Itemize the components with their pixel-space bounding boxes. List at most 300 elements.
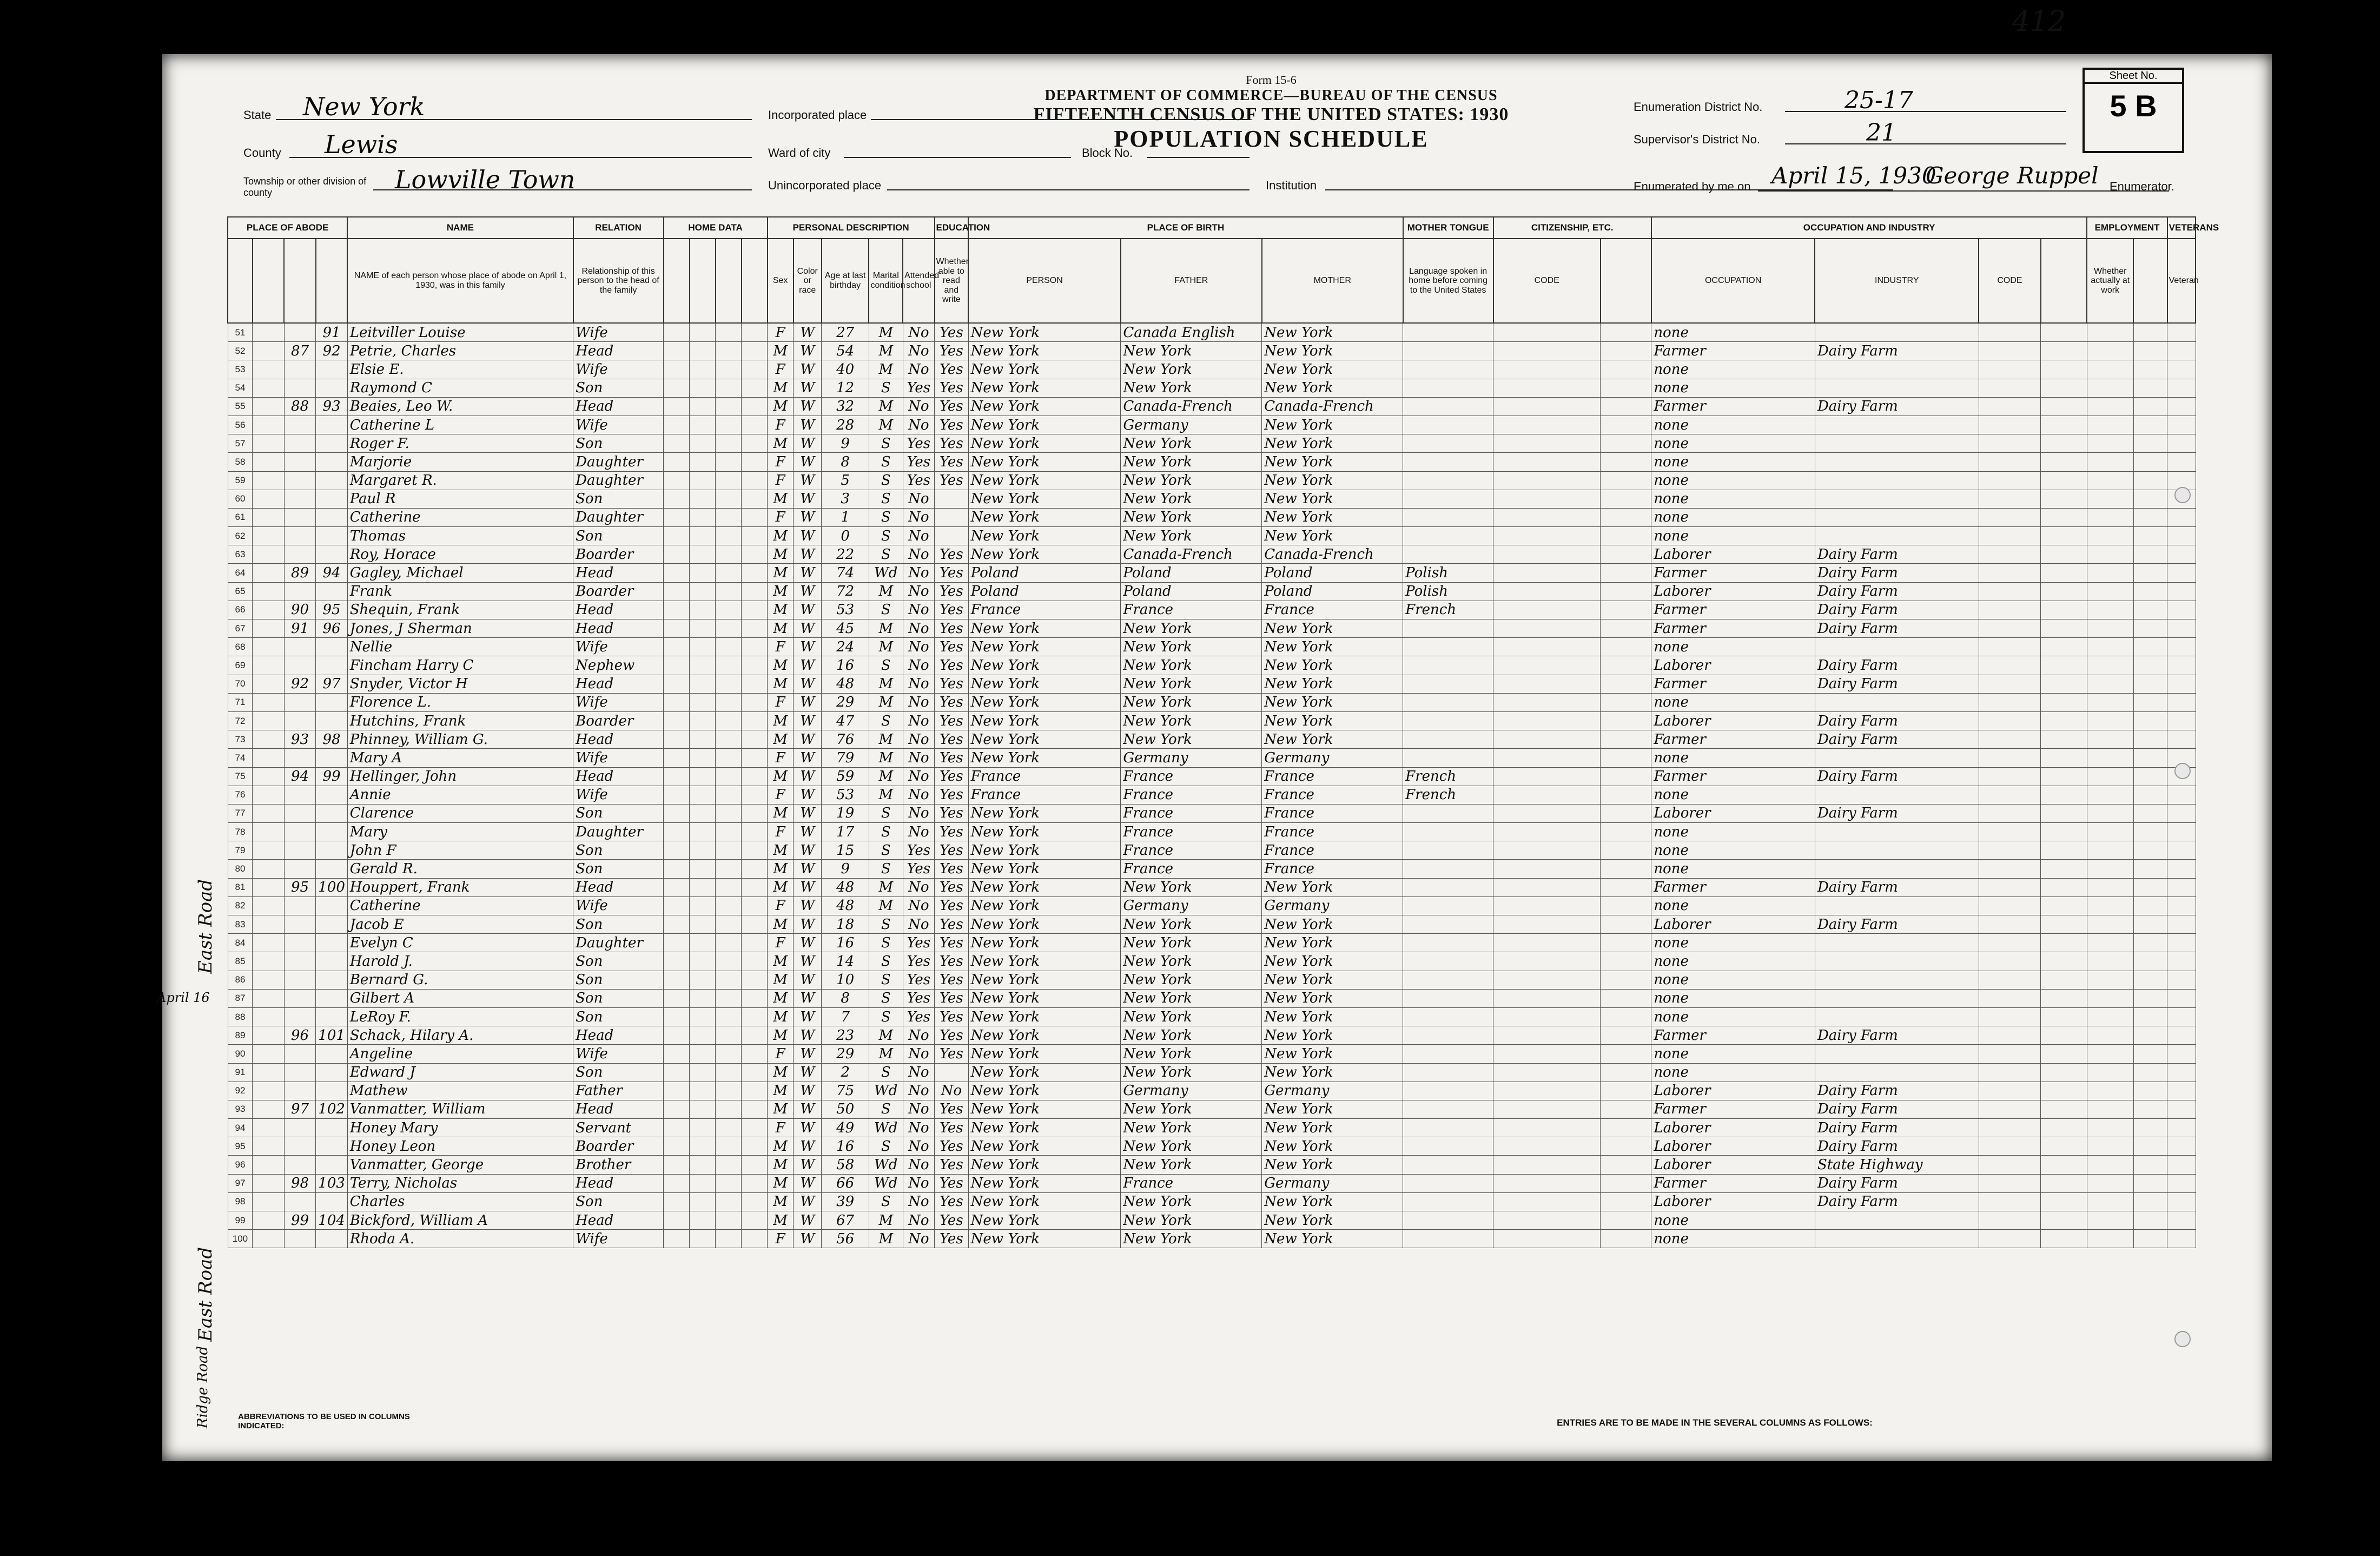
mother-tongue-cell bbox=[1403, 1192, 1493, 1211]
line-number-cell: 89 bbox=[228, 1026, 253, 1045]
birth-father-cell: New York bbox=[1121, 934, 1262, 952]
relation-cell: Wife bbox=[573, 638, 664, 656]
table-row bbox=[228, 619, 2196, 638]
table-row bbox=[228, 1082, 2196, 1100]
read-write-cell: Yes bbox=[935, 545, 969, 564]
home-2-cell bbox=[690, 1026, 716, 1045]
read-write-cell: Yes bbox=[935, 360, 969, 379]
sex-cell: M bbox=[768, 434, 794, 453]
marital-cell: M bbox=[869, 342, 903, 360]
read-write-cell: Yes bbox=[935, 860, 969, 878]
street-cell bbox=[253, 360, 284, 379]
read-write-cell: Yes bbox=[935, 601, 969, 619]
age-cell: 10 bbox=[822, 971, 869, 989]
home-1-cell bbox=[664, 434, 690, 453]
read-write-cell: Yes bbox=[935, 1137, 969, 1156]
person-name-cell: Marjorie bbox=[347, 453, 573, 471]
dwelling-number-cell bbox=[284, 1007, 315, 1026]
school-cell: No bbox=[903, 1192, 934, 1211]
class-of-worker-cell bbox=[2041, 1119, 2087, 1137]
person-name-cell: Leitviller Louise bbox=[347, 323, 573, 342]
line-number-cell: 60 bbox=[228, 490, 253, 508]
veteran-cell bbox=[2167, 1174, 2196, 1192]
occupation-cell: none bbox=[1651, 416, 1815, 434]
relation-cell: Son bbox=[573, 804, 664, 822]
school-cell: No bbox=[903, 1230, 934, 1248]
home-1-cell bbox=[664, 934, 690, 952]
home-1-cell bbox=[664, 342, 690, 360]
industry-cell bbox=[1815, 841, 1979, 860]
person-name-cell: Nellie bbox=[347, 638, 573, 656]
relation-cell: Head bbox=[573, 564, 664, 582]
marital-cell: S bbox=[869, 711, 903, 730]
veteran-cell bbox=[2167, 656, 2196, 675]
unemployed-cell bbox=[2133, 1100, 2167, 1118]
line-number-cell: 51 bbox=[228, 323, 253, 342]
marital-cell: Wd bbox=[869, 1156, 903, 1174]
citizenship-cell bbox=[1601, 434, 1651, 453]
birth-code-cell bbox=[1493, 416, 1601, 434]
family-number-cell bbox=[316, 1119, 347, 1137]
person-name-cell: Thomas bbox=[347, 527, 573, 545]
sheet-number-box bbox=[2082, 68, 2184, 153]
street-cell bbox=[253, 379, 284, 397]
race-cell: W bbox=[794, 619, 822, 638]
read-write-cell: Yes bbox=[935, 1045, 969, 1063]
birth-mother-cell: New York bbox=[1262, 656, 1403, 675]
at-work-cell bbox=[2087, 1045, 2133, 1063]
school-cell: No bbox=[903, 896, 934, 915]
sex-cell: M bbox=[768, 767, 794, 786]
class-of-worker-cell bbox=[2041, 878, 2087, 896]
street-cell bbox=[253, 786, 284, 804]
line-number-cell: 84 bbox=[228, 934, 253, 952]
school-cell: No bbox=[903, 693, 934, 711]
age-cell: 19 bbox=[822, 804, 869, 822]
at-work-cell bbox=[2087, 711, 2133, 730]
citizenship-cell bbox=[1601, 342, 1651, 360]
industry-code-cell bbox=[1979, 1063, 2041, 1082]
sex-cell: M bbox=[768, 878, 794, 896]
school-cell: No bbox=[903, 1156, 934, 1174]
race-cell: W bbox=[794, 711, 822, 730]
birth-person-cell: New York bbox=[968, 896, 1121, 915]
line-number-cell: 95 bbox=[228, 1137, 253, 1156]
enum-district-label: Enumeration District No. bbox=[1634, 100, 1763, 114]
family-number-cell bbox=[316, 823, 347, 841]
person-name-cell: Jones, J Sherman bbox=[347, 619, 573, 638]
home-2-cell bbox=[690, 860, 716, 878]
group-veterans: VETERANS bbox=[2167, 217, 2196, 239]
race-cell: W bbox=[794, 896, 822, 915]
birth-person-cell: New York bbox=[968, 342, 1121, 360]
veteran-cell bbox=[2167, 786, 2196, 804]
birth-code-cell bbox=[1493, 527, 1601, 545]
home-2-cell bbox=[690, 434, 716, 453]
age-cell: 1 bbox=[822, 508, 869, 526]
home-1-cell bbox=[664, 749, 690, 767]
home-4-cell bbox=[742, 397, 768, 416]
birth-father-cell: New York bbox=[1121, 1156, 1262, 1174]
home-2-cell bbox=[690, 582, 716, 601]
home-3-cell bbox=[716, 360, 742, 379]
industry-cell bbox=[1815, 896, 1979, 915]
marital-cell: M bbox=[869, 360, 903, 379]
table-row bbox=[228, 749, 2196, 767]
unemployed-cell bbox=[2133, 379, 2167, 397]
relation-cell: Son bbox=[573, 952, 664, 971]
occupation-cell: Laborer bbox=[1651, 711, 1815, 730]
race-cell: W bbox=[794, 1174, 822, 1192]
birth-father-cell: New York bbox=[1121, 638, 1262, 656]
sex-cell: F bbox=[768, 1045, 794, 1063]
unemployed-cell bbox=[2133, 1026, 2167, 1045]
line-number-cell: 98 bbox=[228, 1192, 253, 1211]
sex-cell: F bbox=[768, 471, 794, 490]
department-title: DEPARTMENT OF COMMERCE—BUREAU OF THE CENSUS bbox=[1044, 87, 1498, 104]
family-number-cell: 101 bbox=[316, 1026, 347, 1045]
sex-cell: M bbox=[768, 379, 794, 397]
race-cell: W bbox=[794, 730, 822, 749]
line-number-cell: 99 bbox=[228, 1211, 253, 1230]
citizenship-cell bbox=[1601, 675, 1651, 693]
mother-tongue-cell bbox=[1403, 804, 1493, 822]
home-3-cell bbox=[716, 1230, 742, 1248]
birth-mother-cell: New York bbox=[1262, 952, 1403, 971]
home-1-cell bbox=[664, 379, 690, 397]
relation-cell: Son bbox=[573, 379, 664, 397]
industry-code-cell bbox=[1979, 342, 2041, 360]
line-number-cell: 64 bbox=[228, 564, 253, 582]
col-line-header bbox=[228, 239, 253, 323]
street-cell bbox=[253, 601, 284, 619]
col-home-4 bbox=[742, 239, 768, 323]
home-1-cell bbox=[664, 860, 690, 878]
birth-mother-cell: New York bbox=[1262, 730, 1403, 749]
home-2-cell bbox=[690, 1192, 716, 1211]
home-2-cell bbox=[690, 1211, 716, 1230]
unemployed-cell bbox=[2133, 823, 2167, 841]
unemployed-cell bbox=[2133, 545, 2167, 564]
street-cell bbox=[253, 453, 284, 471]
industry-cell bbox=[1815, 434, 1979, 453]
occupation-cell: Laborer bbox=[1651, 1082, 1815, 1100]
table-row bbox=[228, 397, 2196, 416]
enumerated-date: April 15, 1930 bbox=[1771, 162, 1936, 189]
unemployed-cell bbox=[2133, 601, 2167, 619]
home-1-cell bbox=[664, 582, 690, 601]
unemployed-cell bbox=[2133, 1230, 2167, 1248]
mother-tongue-cell: Polish bbox=[1403, 564, 1493, 582]
mother-tongue-cell bbox=[1403, 823, 1493, 841]
home-1-cell bbox=[664, 471, 690, 490]
enumerator-label: Enumerator. bbox=[2110, 180, 2174, 193]
line-number-cell: 55 bbox=[228, 397, 253, 416]
birth-mother-cell: France bbox=[1262, 767, 1403, 786]
sex-cell: M bbox=[768, 1137, 794, 1156]
marital-cell: M bbox=[869, 619, 903, 638]
birth-code-cell bbox=[1493, 619, 1601, 638]
line-number-cell: 77 bbox=[228, 804, 253, 822]
sex-cell: M bbox=[768, 952, 794, 971]
relation-cell: Father bbox=[573, 1082, 664, 1100]
home-4-cell bbox=[742, 1100, 768, 1118]
school-cell: No bbox=[903, 1063, 934, 1082]
table-row bbox=[228, 342, 2196, 360]
line-number-cell: 83 bbox=[228, 915, 253, 934]
relation-cell: Head bbox=[573, 1211, 664, 1230]
home-3-cell bbox=[716, 711, 742, 730]
home-2-cell bbox=[690, 545, 716, 564]
birth-mother-cell: New York bbox=[1262, 1026, 1403, 1045]
school-cell: No bbox=[903, 1119, 934, 1137]
school-cell: No bbox=[903, 1026, 934, 1045]
dwelling-number-cell bbox=[284, 1063, 315, 1082]
home-2-cell bbox=[690, 749, 716, 767]
group-name: NAME bbox=[347, 217, 573, 239]
birth-person-cell: New York bbox=[968, 915, 1121, 934]
age-cell: 29 bbox=[822, 693, 869, 711]
birth-mother-cell: France bbox=[1262, 841, 1403, 860]
birth-mother-cell: New York bbox=[1262, 490, 1403, 508]
mother-tongue-cell bbox=[1403, 1100, 1493, 1118]
occupation-cell: Farmer bbox=[1651, 601, 1815, 619]
race-cell: W bbox=[794, 379, 822, 397]
line-number-cell: 71 bbox=[228, 693, 253, 711]
school-cell: No bbox=[903, 564, 934, 582]
home-1-cell bbox=[664, 711, 690, 730]
birth-mother-cell: New York bbox=[1262, 453, 1403, 471]
veteran-cell bbox=[2167, 934, 2196, 952]
unemployed-cell bbox=[2133, 841, 2167, 860]
birth-mother-cell: New York bbox=[1262, 971, 1403, 989]
home-2-cell bbox=[690, 896, 716, 915]
home-4-cell bbox=[742, 434, 768, 453]
age-cell: 74 bbox=[822, 564, 869, 582]
relation-cell: Head bbox=[573, 878, 664, 896]
marital-cell: M bbox=[869, 786, 903, 804]
veteran-cell bbox=[2167, 1156, 2196, 1174]
relation-cell: Son bbox=[573, 915, 664, 934]
table-row bbox=[228, 527, 2196, 545]
family-number-cell bbox=[316, 915, 347, 934]
occupation-cell: Farmer bbox=[1651, 675, 1815, 693]
birth-person-cell: New York bbox=[968, 1007, 1121, 1026]
birth-father-cell: New York bbox=[1121, 360, 1262, 379]
home-2-cell bbox=[690, 1137, 716, 1156]
home-3-cell bbox=[716, 1045, 742, 1063]
occupation-cell: none bbox=[1651, 860, 1815, 878]
industry-cell bbox=[1815, 471, 1979, 490]
home-3-cell bbox=[716, 1156, 742, 1174]
birth-code-cell bbox=[1493, 896, 1601, 915]
birth-code-cell bbox=[1493, 601, 1601, 619]
marital-cell: S bbox=[869, 823, 903, 841]
school-cell: Yes bbox=[903, 971, 934, 989]
relation-cell: Head bbox=[573, 601, 664, 619]
citizenship-cell bbox=[1601, 711, 1651, 730]
birth-code-cell bbox=[1493, 860, 1601, 878]
birth-person-cell: New York bbox=[968, 730, 1121, 749]
person-name-cell: Hutchins, Frank bbox=[347, 711, 573, 730]
race-cell: W bbox=[794, 693, 822, 711]
family-number-cell: 92 bbox=[316, 342, 347, 360]
relation-cell: Brother bbox=[573, 1156, 664, 1174]
birth-father-cell: Poland bbox=[1121, 564, 1262, 582]
birth-father-cell: New York bbox=[1121, 915, 1262, 934]
family-number-cell bbox=[316, 453, 347, 471]
home-2-cell bbox=[690, 564, 716, 582]
age-cell: 8 bbox=[822, 453, 869, 471]
home-3-cell bbox=[716, 860, 742, 878]
line-number-cell: 57 bbox=[228, 434, 253, 453]
col-street-header bbox=[253, 239, 284, 323]
unemployed-cell bbox=[2133, 1156, 2167, 1174]
industry-cell: Dairy Farm bbox=[1815, 582, 1979, 601]
age-cell: 12 bbox=[822, 379, 869, 397]
class-of-worker-cell bbox=[2041, 1082, 2087, 1100]
col-home-1 bbox=[664, 239, 690, 323]
race-cell: W bbox=[794, 989, 822, 1007]
citizenship-cell bbox=[1601, 1063, 1651, 1082]
race-cell: W bbox=[794, 1156, 822, 1174]
citizenship-cell bbox=[1601, 601, 1651, 619]
table-row bbox=[228, 952, 2196, 971]
sex-cell: M bbox=[768, 730, 794, 749]
mother-tongue-cell bbox=[1403, 749, 1493, 767]
state-value: New York bbox=[303, 92, 425, 121]
veteran-cell bbox=[2167, 693, 2196, 711]
sex-cell: F bbox=[768, 453, 794, 471]
schedule-title: POPULATION SCHEDULE bbox=[1114, 126, 1429, 152]
unemployed-cell bbox=[2133, 416, 2167, 434]
birth-father-cell: France bbox=[1121, 860, 1262, 878]
margin-note-road-1: East Road bbox=[195, 879, 216, 974]
table-row bbox=[228, 490, 2196, 508]
industry-code-cell bbox=[1979, 1192, 2041, 1211]
home-1-cell bbox=[664, 397, 690, 416]
birth-mother-cell: New York bbox=[1262, 675, 1403, 693]
industry-code-cell bbox=[1979, 804, 2041, 822]
mother-tongue-cell bbox=[1403, 730, 1493, 749]
person-name-cell: Raymond C bbox=[347, 379, 573, 397]
age-cell: 16 bbox=[822, 934, 869, 952]
dwelling-number-cell bbox=[284, 915, 315, 934]
read-write-cell bbox=[935, 508, 969, 526]
at-work-cell bbox=[2087, 527, 2133, 545]
birth-person-cell: New York bbox=[968, 1137, 1121, 1156]
table-row bbox=[228, 1156, 2196, 1174]
veteran-cell bbox=[2167, 823, 2196, 841]
class-of-worker-cell bbox=[2041, 1174, 2087, 1192]
marital-cell: S bbox=[869, 1137, 903, 1156]
class-of-worker-cell bbox=[2041, 841, 2087, 860]
col-age-header: Age at last birthday bbox=[822, 239, 869, 323]
veteran-cell bbox=[2167, 379, 2196, 397]
home-2-cell bbox=[690, 823, 716, 841]
unemployed-cell bbox=[2133, 1192, 2167, 1211]
street-cell bbox=[253, 527, 284, 545]
relation-cell: Daughter bbox=[573, 823, 664, 841]
dwelling-number-cell bbox=[284, 490, 315, 508]
mother-tongue-cell bbox=[1403, 379, 1493, 397]
sex-cell: F bbox=[768, 823, 794, 841]
birth-father-cell: New York bbox=[1121, 471, 1262, 490]
table-row bbox=[228, 1007, 2196, 1026]
marital-cell: M bbox=[869, 582, 903, 601]
read-write-cell: Yes bbox=[935, 675, 969, 693]
person-name-cell: Honey Leon bbox=[347, 1137, 573, 1156]
relation-cell: Boarder bbox=[573, 545, 664, 564]
home-1-cell bbox=[664, 508, 690, 526]
industry-code-cell bbox=[1979, 767, 2041, 786]
birth-father-cell: New York bbox=[1121, 1063, 1262, 1082]
unemployed-cell bbox=[2133, 952, 2167, 971]
home-3-cell bbox=[716, 471, 742, 490]
citizenship-cell bbox=[1601, 1082, 1651, 1100]
street-cell bbox=[253, 1063, 284, 1082]
read-write-cell: Yes bbox=[935, 749, 969, 767]
home-4-cell bbox=[742, 360, 768, 379]
marital-cell: M bbox=[869, 1230, 903, 1248]
birth-person-cell: France bbox=[968, 601, 1121, 619]
unemployed-cell bbox=[2133, 582, 2167, 601]
home-1-cell bbox=[664, 1211, 690, 1230]
industry-code-cell bbox=[1979, 693, 2041, 711]
marital-cell: M bbox=[869, 638, 903, 656]
industry-cell bbox=[1815, 1045, 1979, 1063]
birth-code-cell bbox=[1493, 342, 1601, 360]
dwelling-number-cell bbox=[284, 323, 315, 342]
table-row bbox=[228, 711, 2196, 730]
family-number-cell bbox=[316, 711, 347, 730]
home-4-cell bbox=[742, 1119, 768, 1137]
person-name-cell: LeRoy F. bbox=[347, 1007, 573, 1026]
person-name-cell: Mary bbox=[347, 823, 573, 841]
home-1-cell bbox=[664, 545, 690, 564]
home-2-cell bbox=[690, 342, 716, 360]
birth-father-cell: New York bbox=[1121, 952, 1262, 971]
home-2-cell bbox=[690, 1100, 716, 1118]
person-name-cell: Bernard G. bbox=[347, 971, 573, 989]
veteran-cell bbox=[2167, 619, 2196, 638]
street-cell bbox=[253, 397, 284, 416]
person-name-cell: Edward J bbox=[347, 1063, 573, 1082]
read-write-cell: Yes bbox=[935, 564, 969, 582]
street-cell bbox=[253, 896, 284, 915]
at-work-cell bbox=[2087, 730, 2133, 749]
home-4-cell bbox=[742, 1137, 768, 1156]
mother-tongue-cell bbox=[1403, 1119, 1493, 1137]
birth-father-cell: Germany bbox=[1121, 1082, 1262, 1100]
school-cell: No bbox=[903, 711, 934, 730]
home-3-cell bbox=[716, 749, 742, 767]
home-2-cell bbox=[690, 915, 716, 934]
home-2-cell bbox=[690, 638, 716, 656]
class-of-worker-cell bbox=[2041, 490, 2087, 508]
family-number-cell bbox=[316, 582, 347, 601]
industry-cell bbox=[1815, 527, 1979, 545]
home-2-cell bbox=[690, 934, 716, 952]
table-row bbox=[228, 323, 2196, 342]
relation-cell: Wife bbox=[573, 323, 664, 342]
street-cell bbox=[253, 656, 284, 675]
citizenship-cell bbox=[1601, 582, 1651, 601]
home-4-cell bbox=[742, 1026, 768, 1045]
birth-code-cell bbox=[1493, 693, 1601, 711]
race-cell: W bbox=[794, 601, 822, 619]
home-1-cell bbox=[664, 1174, 690, 1192]
